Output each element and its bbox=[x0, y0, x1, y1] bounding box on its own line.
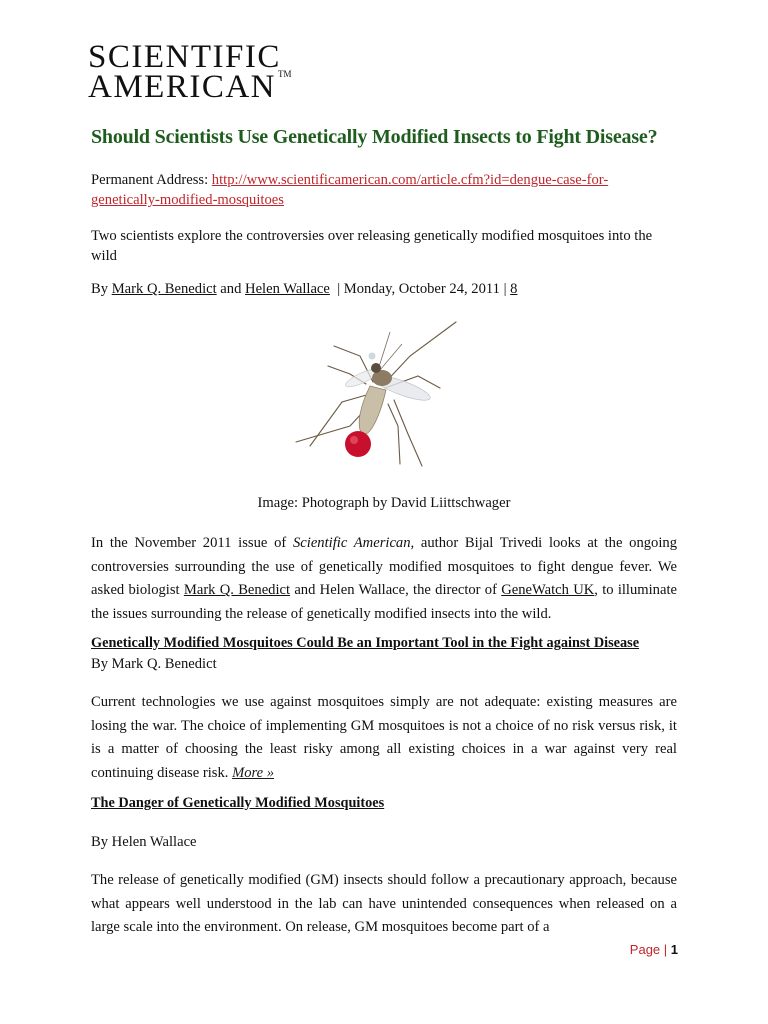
image-caption: Image: Photograph by David Liittschwager bbox=[257, 495, 511, 511]
logo-line-1: SCIENTIFIC bbox=[88, 39, 281, 75]
section2-body: The release of genetically modified (GM) insects should follow a precautionary approach, because what appears well understood in the lab can have unintended consequences when released on a large scale into the environment. On release, GM mosquitoes become part of a bbox=[91, 872, 677, 935]
article-dek: Two scientists explore the controversies over releasing genetically modified mosquitoes into the wild bbox=[91, 228, 653, 264]
byline-date: | Monday, October 24, 2011 | bbox=[329, 281, 511, 297]
section2-heading bbox=[91, 793, 677, 813]
intro-text-2: author Bijal Trivedi looks at the ongoing controversies surrounding the use of genetically modified mosquitoes to fight dengue fever. We asked biologist bbox=[91, 535, 677, 598]
intro-text-1: In the November 2011 issue of bbox=[91, 535, 293, 551]
page-number: 1 bbox=[670, 942, 678, 957]
benedict-link[interactable]: Mark Q. Benedict bbox=[183, 582, 291, 598]
permanent-url-part1: http://www.scientificamerican.com/article.cfm?id=dengue-case-for- bbox=[211, 172, 609, 188]
comments-count-link[interactable]: 8 bbox=[510, 281, 518, 297]
page-label: Page | bbox=[629, 942, 671, 957]
article-byline bbox=[91, 279, 677, 299]
mosquito-photo bbox=[290, 316, 470, 476]
scientific-american-logo bbox=[88, 39, 292, 109]
genewatch-link[interactable]: GeneWatch UK bbox=[501, 582, 595, 598]
intro-text-3: and Helen Wallace, the director of bbox=[290, 582, 502, 598]
magazine-name: Scientific American, bbox=[293, 535, 415, 551]
logo-line-2 bbox=[88, 69, 292, 109]
section1-byline: By Mark Q. Benedict bbox=[91, 656, 217, 672]
section1-body-text: Current technologies we use against mosquitoes simply are not adequate: existing measures are losing the war. The choice of implementing GM mosquitoes is not a choice of no risk versus risk, it is a matter of choosing the least risky among all existing choices in a war against very real continuing disease risk. bbox=[91, 694, 677, 781]
article-headline: Should Scientists Use Genetically Modified Insects to Fight Disease? bbox=[91, 126, 658, 148]
section2-byline: By Helen Wallace bbox=[91, 834, 197, 850]
more-link[interactable]: More » bbox=[232, 764, 275, 781]
section1-heading-text[interactable]: Genetically Modified Mosquitoes Could Be an Important Tool in the Fight against Disease bbox=[91, 635, 640, 651]
page-footer bbox=[630, 942, 678, 957]
section1-heading bbox=[91, 633, 677, 653]
author-link-benedict[interactable]: Mark Q. Benedict bbox=[111, 281, 217, 297]
permanent-address-label: Permanent Address: bbox=[91, 172, 212, 188]
byline-and: and bbox=[216, 281, 246, 297]
permanent-address bbox=[91, 170, 677, 210]
logo-word-american: AMERICAN bbox=[88, 69, 277, 105]
intro-text-4: , to illuminate the issues surrounding the release of genetically modified insects into the wild. bbox=[91, 582, 677, 622]
permanent-url-part2: genetically-modified-mosquitoes bbox=[91, 192, 284, 208]
author-link-wallace[interactable]: Helen Wallace bbox=[245, 281, 330, 297]
section1-body bbox=[91, 691, 677, 785]
section2-heading-text[interactable]: The Danger of Genetically Modified Mosquitoes bbox=[91, 795, 385, 811]
byline-by: By bbox=[91, 281, 112, 297]
intro-paragraph bbox=[91, 532, 677, 626]
logo-trademark: TM bbox=[278, 69, 292, 79]
